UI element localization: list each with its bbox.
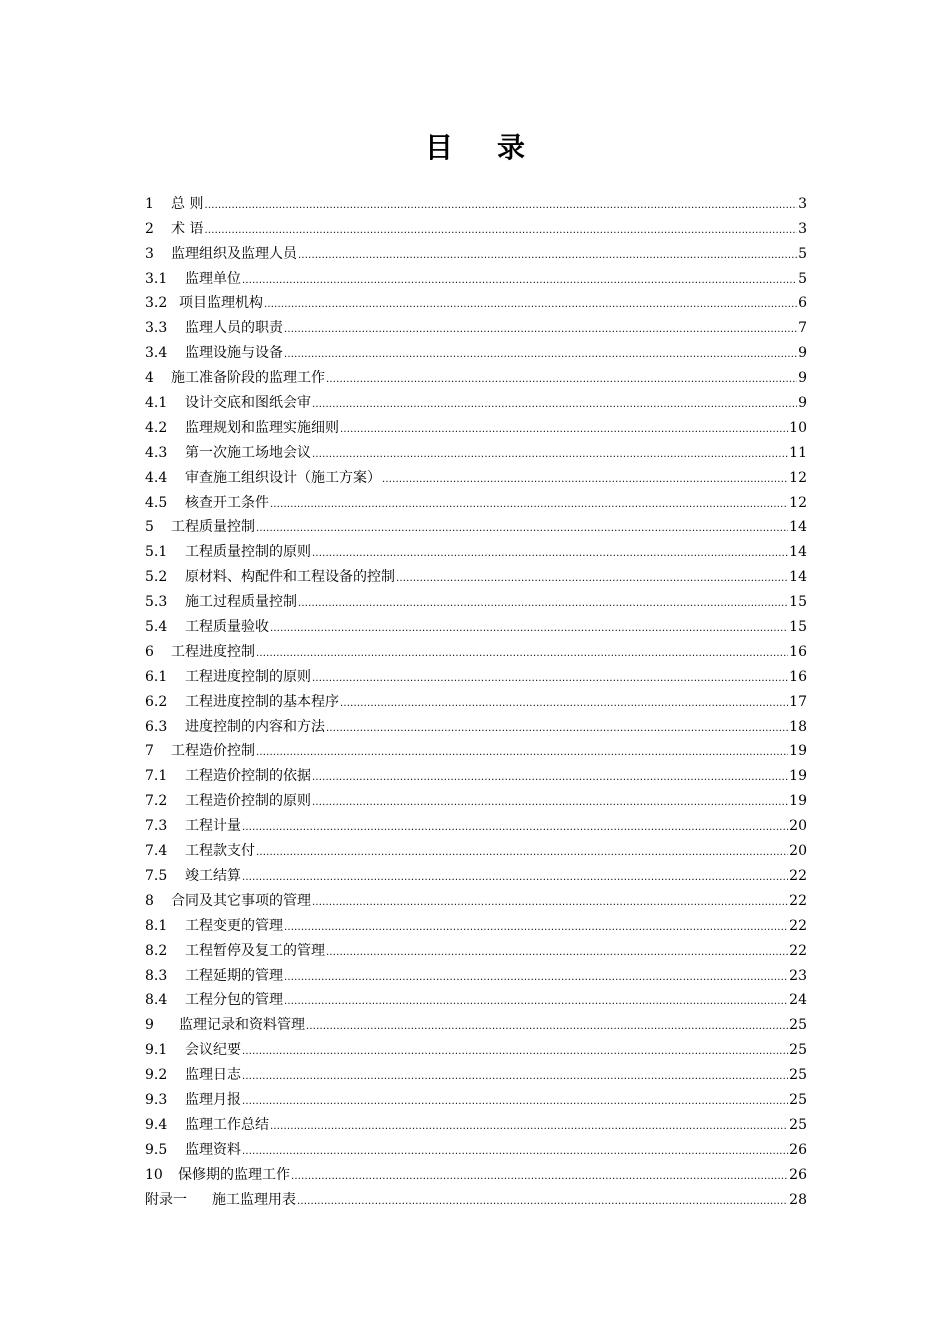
toc-entry-number: 8 xyxy=(145,892,154,909)
toc-entry-number: 10 xyxy=(145,1166,163,1183)
toc-dot-leader xyxy=(312,767,788,785)
toc-entry-title: 监理设施与设备 xyxy=(185,345,283,362)
toc-entry[interactable] xyxy=(145,213,807,238)
toc-entry-number: 9.3 xyxy=(145,1091,168,1108)
toc-entry-page: 9 xyxy=(798,395,807,412)
toc-dot-leader xyxy=(298,245,797,263)
toc-dot-leader xyxy=(242,1141,788,1159)
toc-entry-title: 监理组织及监理人员 xyxy=(171,245,297,262)
toc-entry[interactable] xyxy=(145,536,807,561)
toc-dot-leader xyxy=(256,643,788,661)
toc-entry-title: 竣工结算 xyxy=(185,867,241,884)
toc-entry[interactable] xyxy=(145,1059,807,1084)
toc-entry-page: 20 xyxy=(789,818,807,835)
toc-dot-leader xyxy=(256,742,788,760)
toc-entry-title: 监理工作总结 xyxy=(185,1116,269,1133)
toc-entry[interactable] xyxy=(145,437,807,462)
toc-dot-leader xyxy=(298,593,788,611)
toc-dot-leader xyxy=(264,294,797,312)
toc-entry-page: 14 xyxy=(789,569,807,586)
toc-dot-leader xyxy=(312,792,788,810)
toc-entry-page: 7 xyxy=(798,320,807,337)
toc-entry-page: 3 xyxy=(798,195,807,212)
toc-entry-title: 术 语 xyxy=(171,220,204,237)
toc-entry-number: 4.2 xyxy=(145,419,168,436)
toc-entry-page: 19 xyxy=(789,743,807,760)
toc-entry-page: 9 xyxy=(798,370,807,387)
toc-entry-title: 工程分包的管理 xyxy=(185,992,283,1009)
toc-entry-number: 7.2 xyxy=(145,793,168,810)
toc-entry-number: 3.1 xyxy=(145,270,168,287)
toc-entry[interactable] xyxy=(145,263,807,288)
toc-entry[interactable] xyxy=(145,686,807,711)
toc-entry-number: 5.2 xyxy=(145,569,168,586)
toc-dot-leader xyxy=(284,917,788,935)
toc-entry-number: 4 xyxy=(145,370,154,387)
toc-entry[interactable] xyxy=(145,960,807,985)
toc-entry-title: 核查开工条件 xyxy=(185,494,269,511)
toc-entry-number: 8.4 xyxy=(145,992,168,1009)
toc-entry-page: 9 xyxy=(798,345,807,362)
toc-entry-title: 工程计量 xyxy=(185,818,241,835)
toc-entry-title: 审查施工组织设计（施工方案） xyxy=(185,469,381,486)
toc-entry[interactable] xyxy=(145,412,807,437)
page-title xyxy=(0,128,950,168)
toc-entry[interactable] xyxy=(145,736,807,761)
toc-entry[interactable] xyxy=(145,985,807,1010)
toc-entry[interactable] xyxy=(145,935,807,960)
toc-entry-title: 监理记录和资料管理 xyxy=(179,1017,305,1034)
toc-entry-page: 28 xyxy=(789,1191,807,1208)
toc-entry-title: 施工监理用表 xyxy=(212,1191,296,1208)
toc-entry-number: 8.2 xyxy=(145,942,168,959)
toc-entry-title: 监理日志 xyxy=(185,1067,241,1084)
toc-entry-title: 进度控制的内容和方法 xyxy=(185,718,325,735)
toc-dot-leader xyxy=(204,220,797,238)
toc-dot-leader xyxy=(326,942,788,960)
toc-entry[interactable] xyxy=(145,885,807,910)
toc-entry-title: 工程变更的管理 xyxy=(185,917,283,934)
toc-dot-leader xyxy=(284,319,797,337)
title-char-2: 录 xyxy=(497,131,526,164)
toc-entry[interactable] xyxy=(145,462,807,487)
toc-entry-page: 20 xyxy=(789,843,807,860)
toc-entry[interactable] xyxy=(145,188,807,213)
toc-dot-leader xyxy=(256,842,788,860)
toc-entry[interactable] xyxy=(145,810,807,835)
toc-dot-leader xyxy=(242,1066,788,1084)
toc-entry[interactable] xyxy=(145,337,807,362)
toc-entry-page: 22 xyxy=(789,917,807,934)
toc-entry-number: 3.3 xyxy=(145,320,168,337)
toc-entry-title: 监理资料 xyxy=(185,1141,241,1158)
toc-entry-number: 9.5 xyxy=(145,1141,168,1158)
toc-entry-number: 8.3 xyxy=(145,967,168,984)
toc-dot-leader xyxy=(284,344,797,362)
toc-entry-page: 14 xyxy=(789,519,807,536)
toc-entry-title: 工程款支付 xyxy=(185,843,255,860)
toc-dot-leader xyxy=(256,518,788,536)
toc-entry-title: 工程进度控制 xyxy=(171,643,255,660)
toc-dot-leader xyxy=(242,270,797,288)
toc-entry-title: 工程质量验收 xyxy=(185,619,269,636)
toc-entry-number: 4.5 xyxy=(145,494,168,511)
toc-dot-leader xyxy=(312,394,797,412)
toc-entry-page: 16 xyxy=(789,643,807,660)
toc-entry-title: 原材料、构配件和工程设备的控制 xyxy=(185,569,395,586)
toc-entry-title: 工程质量控制 xyxy=(171,519,255,536)
toc-entry-page: 6 xyxy=(798,295,807,312)
toc-entry[interactable] xyxy=(145,362,807,387)
toc-dot-leader xyxy=(204,195,797,213)
toc-entry-number: 5 xyxy=(145,519,154,536)
toc-dot-leader xyxy=(326,718,788,736)
toc-entry-page: 5 xyxy=(798,270,807,287)
toc-entry-title: 施工过程质量控制 xyxy=(185,594,297,611)
toc-entry[interactable] xyxy=(145,512,807,537)
toc-entry-number: 7.5 xyxy=(145,867,168,884)
toc-dot-leader xyxy=(284,991,788,1009)
toc-dot-leader xyxy=(312,668,788,686)
toc-entry-page: 22 xyxy=(789,942,807,959)
toc-dot-leader xyxy=(270,494,788,512)
toc-entry-number: 7.4 xyxy=(145,843,168,860)
toc-entry-title: 工程造价控制的原则 xyxy=(185,793,311,810)
toc-entry[interactable] xyxy=(145,1109,807,1134)
toc-dot-leader xyxy=(284,967,788,985)
toc-dot-leader xyxy=(326,369,797,387)
toc-entry-title: 监理人员的职责 xyxy=(185,320,283,337)
toc-entry-title: 总 则 xyxy=(171,195,204,212)
toc-entry-title: 第一次施工场地会议 xyxy=(185,444,311,461)
toc-entry-title: 保修期的监理工作 xyxy=(178,1166,290,1183)
toc-entry[interactable] xyxy=(145,661,807,686)
toc-entry[interactable] xyxy=(145,860,807,885)
toc-entry-number: 3.4 xyxy=(145,345,168,362)
toc-entry[interactable] xyxy=(145,387,807,412)
toc-entry[interactable] xyxy=(145,785,807,810)
toc-entry-page: 16 xyxy=(789,668,807,685)
toc-entry-number: 9.1 xyxy=(145,1042,168,1059)
toc-entry-page: 25 xyxy=(789,1091,807,1108)
toc-entry-page: 26 xyxy=(789,1141,807,1158)
toc-dot-leader xyxy=(312,444,788,462)
toc-entry-number: 1 xyxy=(145,195,154,212)
toc-entry[interactable] xyxy=(145,711,807,736)
toc-entry[interactable] xyxy=(145,238,807,263)
toc-entry-page: 15 xyxy=(789,619,807,636)
toc-entry-page: 18 xyxy=(789,718,807,735)
toc-entry-page: 14 xyxy=(789,544,807,561)
toc-entry-number: 9 xyxy=(145,1017,154,1034)
toc-entry-page: 25 xyxy=(789,1017,807,1034)
toc-dot-leader xyxy=(312,892,788,910)
toc-entry-number: 5.1 xyxy=(145,544,168,561)
toc-dot-leader xyxy=(242,1091,788,1109)
toc-entry[interactable] xyxy=(145,1009,807,1034)
toc-entry-number: 2 xyxy=(145,220,154,237)
toc-entry-number: 4.3 xyxy=(145,444,168,461)
toc-entry[interactable] xyxy=(145,1184,807,1209)
toc-entry[interactable] xyxy=(145,611,807,636)
toc-entry[interactable] xyxy=(145,760,807,785)
toc-entry-title: 工程质量控制的原则 xyxy=(185,544,311,561)
toc-entry-number: 6 xyxy=(145,643,154,660)
toc-entry-title: 监理规划和监理实施细则 xyxy=(185,419,339,436)
toc-entry-page: 3 xyxy=(798,220,807,237)
toc-entry-number: 6.3 xyxy=(145,718,168,735)
toc-entry-number: 6.1 xyxy=(145,668,168,685)
toc-dot-leader xyxy=(340,419,788,437)
toc-entry-page: 12 xyxy=(789,469,807,486)
toc-entry-page: 19 xyxy=(789,793,807,810)
toc-entry-title: 工程暂停及复工的管理 xyxy=(185,942,325,959)
toc-dot-leader xyxy=(340,693,788,711)
toc-entry[interactable] xyxy=(145,636,807,661)
toc-entry-number: 3.2 xyxy=(145,295,168,312)
toc-entry[interactable] xyxy=(145,1084,807,1109)
toc-entry-page: 11 xyxy=(789,444,807,461)
toc-entry-number: 9.4 xyxy=(145,1116,168,1133)
toc-entry-page: 22 xyxy=(789,867,807,884)
toc-entry-page: 10 xyxy=(789,419,807,436)
toc-dot-leader xyxy=(270,1116,788,1134)
toc-entry-number: 8.1 xyxy=(145,917,168,934)
toc-entry[interactable] xyxy=(145,1134,807,1159)
toc-dot-leader xyxy=(297,1191,788,1209)
toc-dot-leader xyxy=(312,543,788,561)
toc-entry-title: 合同及其它事项的管理 xyxy=(171,892,311,909)
toc-entry[interactable] xyxy=(145,561,807,586)
toc-entry[interactable] xyxy=(145,586,807,611)
toc-entry-number: 4.1 xyxy=(145,395,168,412)
toc-entry-number: 5.3 xyxy=(145,594,168,611)
toc-entry-page: 25 xyxy=(789,1116,807,1133)
toc-entry-page: 24 xyxy=(789,992,807,1009)
toc-dot-leader xyxy=(242,1041,788,1059)
toc-entry-page: 15 xyxy=(789,594,807,611)
toc-entry-title: 会议纪要 xyxy=(185,1042,241,1059)
toc-dot-leader xyxy=(396,568,788,586)
toc-entry-number: 7.1 xyxy=(145,768,168,785)
toc-entry-title: 工程造价控制的依据 xyxy=(185,768,311,785)
toc-entry-page: 12 xyxy=(789,494,807,511)
toc-entry-number: 4.4 xyxy=(145,469,168,486)
toc-entry-title: 工程延期的管理 xyxy=(185,967,283,984)
toc-entry-page: 25 xyxy=(789,1042,807,1059)
toc-entry-page: 22 xyxy=(789,892,807,909)
toc-entry-title: 工程造价控制 xyxy=(171,743,255,760)
title-char-1: 目 xyxy=(424,131,453,164)
toc-entry-number: 7.3 xyxy=(145,818,168,835)
toc-entry-page: 23 xyxy=(789,967,807,984)
toc-entry-page: 26 xyxy=(789,1166,807,1183)
toc-entry-title: 监理单位 xyxy=(185,270,241,287)
toc-entry-number: 3 xyxy=(145,245,154,262)
toc-entry[interactable] xyxy=(145,1159,807,1184)
toc-entry-number: 5.4 xyxy=(145,619,168,636)
toc-entry[interactable] xyxy=(145,910,807,935)
table-of-contents xyxy=(145,188,807,1209)
toc-entry[interactable] xyxy=(145,1034,807,1059)
toc-entry-number: 7 xyxy=(145,743,154,760)
toc-entry-page: 5 xyxy=(798,245,807,262)
toc-dot-leader xyxy=(291,1166,788,1184)
toc-entry[interactable] xyxy=(145,312,807,337)
toc-entry-title: 监理月报 xyxy=(185,1091,241,1108)
toc-entry[interactable] xyxy=(145,288,807,313)
toc-dot-leader xyxy=(242,817,788,835)
toc-entry-page: 19 xyxy=(789,768,807,785)
toc-entry-number: 9.2 xyxy=(145,1067,168,1084)
toc-entry-title: 工程进度控制的原则 xyxy=(185,668,311,685)
toc-entry-title: 项目监理机构 xyxy=(179,295,263,312)
toc-entry-page: 25 xyxy=(789,1067,807,1084)
toc-dot-leader xyxy=(270,618,788,636)
toc-entry-title: 施工准备阶段的监理工作 xyxy=(171,370,325,387)
toc-entry-number: 6.2 xyxy=(145,693,168,710)
toc-entry-number: 附录一 xyxy=(145,1191,187,1208)
toc-dot-leader xyxy=(382,469,788,487)
toc-entry-page: 17 xyxy=(789,693,807,710)
toc-dot-leader xyxy=(306,1016,788,1034)
toc-entry-title: 设计交底和图纸会审 xyxy=(185,395,311,412)
toc-dot-leader xyxy=(242,867,788,885)
toc-entry-title: 工程进度控制的基本程序 xyxy=(185,693,339,710)
toc-entry[interactable] xyxy=(145,835,807,860)
toc-entry[interactable] xyxy=(145,487,807,512)
